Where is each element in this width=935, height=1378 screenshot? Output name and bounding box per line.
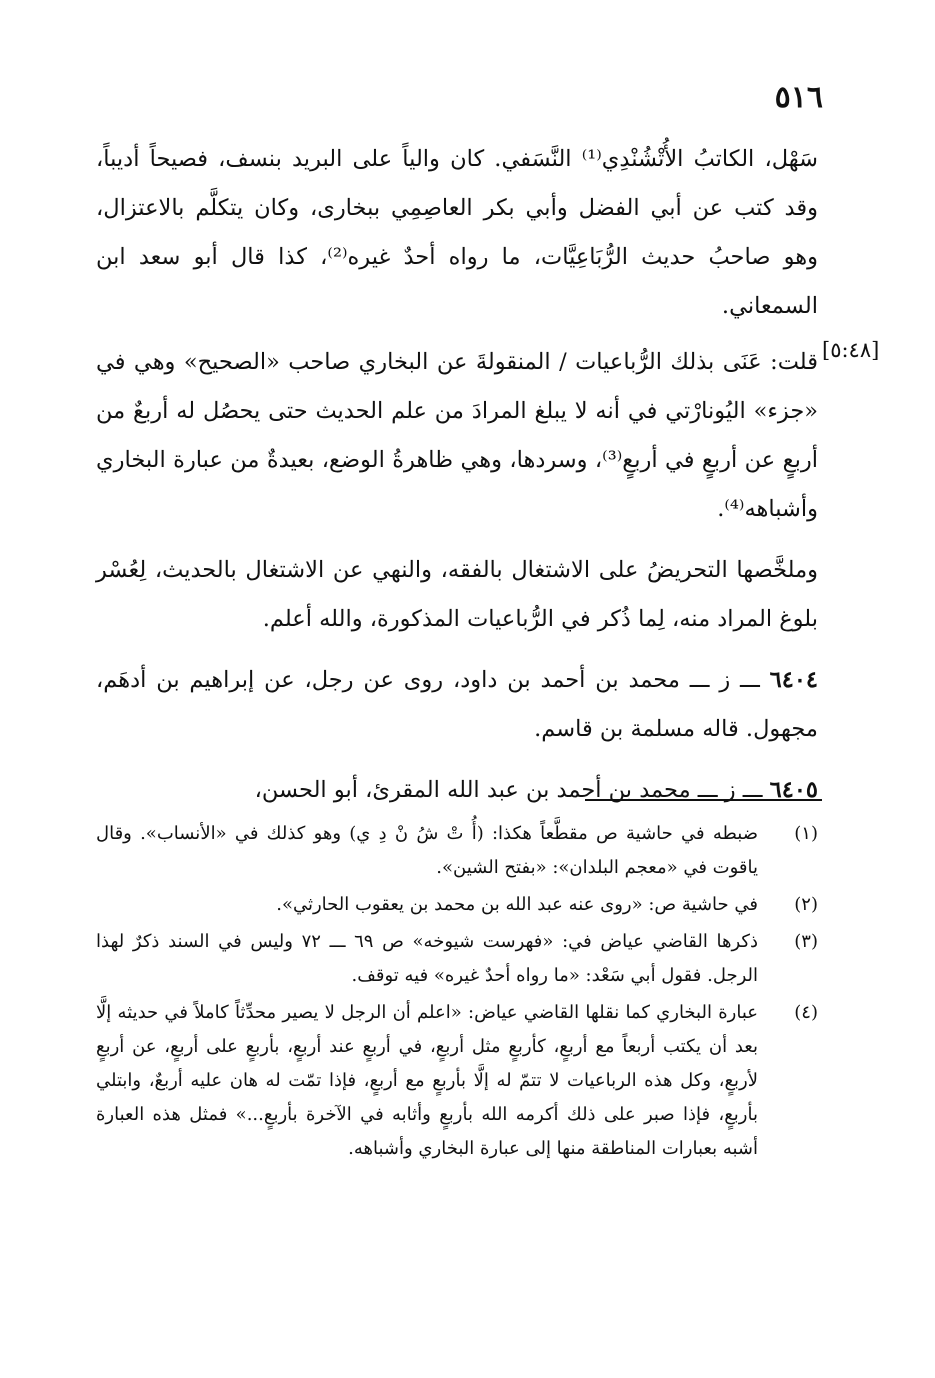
footnote-number: (٢) xyxy=(794,894,818,915)
footnote-text: عبارة البخاري كما نقلها القاضي عياض: «اعلم أن الرجل لا يصير محدِّثاً كاملاً في حديثه إلَّا بعد أن يكتب أربعاً مع أربعٍ، كأربعٍ مثل أربعٍ، في أربعٍ عند أربعٍ، بأربعٍ على أربعٍ، عن أربعٍ لأربعٍ، وكل هذه الرباعيات لا تتمّ له إلَّا بأربعٍ مع أربعٍ، فإذا تمّت له هان عليه أربعٌ، وابتلي بأربعٍ، فإذا صبر على ذلك أكرمه الله بأربعٍ وأثابه في الآخرة بأربعٍ...» فمثل هذه العبارة أشبه بعبارات المناطقة منها إلى عبارة البخاري وأشباهه. xyxy=(96,1002,758,1159)
footnote-2 xyxy=(96,888,818,922)
footnote-number: (٣) xyxy=(794,931,818,952)
entry-number: ٦٤٠٥ xyxy=(769,777,818,803)
main-text xyxy=(96,135,818,815)
footnote-text: ذكرها القاضي عياض في: «فهرست شيوخه» ص ٦٩ ـــ ٧٢ وليس في السند ذكرٌ لهذا الرجل. فقول أبي سَعْد: «ما رواه أحدٌ غيره» فيه توقف. xyxy=(96,931,758,986)
entry-number: ٦٤٠٤ xyxy=(769,667,818,693)
footnote-3 xyxy=(96,925,818,993)
volume-page-marker: [٥:٤٨] xyxy=(822,338,880,362)
paragraph-biography: سَهْل، الكاتبُ الأُتْشُنْدِي⁽¹⁾ النَّسَفي. كان والياً على البريد بنسف، فصيحاً أديباً، وقد كتب عن أبي الفضل وأبي بكر العاصِمِي ببخارى، وكان يتكلَّم بالاعتزال، وهو صاحبُ حديث الرُّبَاعِيَّات، ما رواه أحدٌ غيره⁽²⁾، كذا قال أبو سعد ابن السمعاني. xyxy=(96,146,819,319)
entry-text: ـــ ز ـــ محمد بن أحمد بن عبد الله المقرئ، أبو الحسن، xyxy=(254,777,770,803)
paragraph-commentary: قلت: عَنَى بذلك الرُّباعيات / المنقولةَ عن البخاري صاحب «الصحيح» وهي في «جزء» اليُونارْتي في أنه لا يبلغ المرادَ من علم الحديث حتى يحصُل له أربعٌ من أربعٍ عن أربعٍ في أربعٍ⁽³⁾، وسردها، وهي ظاهرةُ الوضع، بعيدةٌ من عبارة البخاري وأشباهه⁽⁴⁾. xyxy=(96,349,818,522)
footnotes xyxy=(96,817,818,1169)
entry-6405 xyxy=(96,766,818,815)
footnote-text: ضبطه في حاشية ص مقطَّعاً هكذا: (أُ تْ شُ نْ دِ ي) وهو كذلك في «الأنساب». وقال ياقوت في «معجم البلدان»: «بفتح الشين». xyxy=(96,823,758,878)
paragraph-summary: وملخَّصها التحريضُ على الاشتغال بالفقه، والنهي عن الاشتغال بالحديث، لِعُسْر بلوغ المراد منه، لِما ذُكر في الرُّباعيات المذكورة، والله أعلم. xyxy=(96,557,818,632)
entry-text: ـــ ز ـــ محمد بن أحمد بن داود، روى عن رجل، عن إبراهيم بن أدهَم، مجهول. قاله مسلمة بن قاسم. xyxy=(96,667,818,742)
footnote-number: (٤) xyxy=(794,1002,818,1023)
footnote-number: (١) xyxy=(794,823,818,844)
page-number: ٥١٦ xyxy=(774,80,823,115)
footnote-4 xyxy=(96,996,818,1166)
footnote-divider xyxy=(585,799,822,801)
footnote-1 xyxy=(96,817,818,885)
entry-6404 xyxy=(96,656,818,754)
footnote-text: في حاشية ص: «روى عنه عبد الله بن محمد بن يعقوب الحارثي». xyxy=(276,894,758,915)
